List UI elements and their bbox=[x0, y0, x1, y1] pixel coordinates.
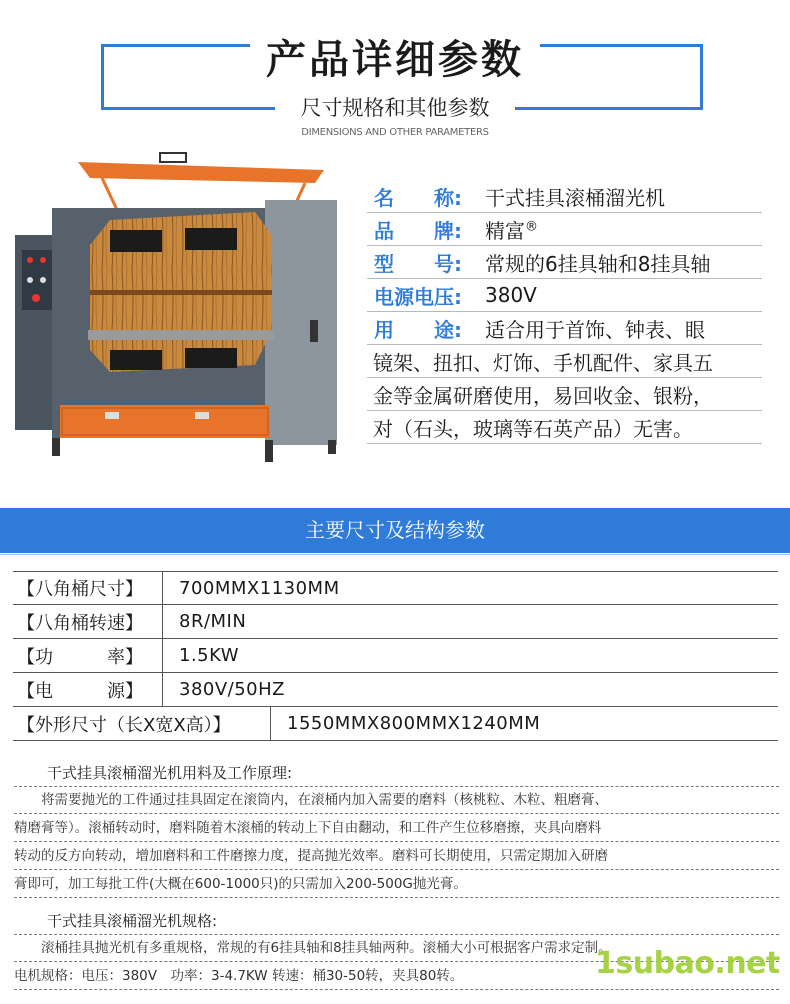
param-key: 【电 源】 bbox=[13, 673, 163, 706]
principle-line: 膏即可，加工每批工件(大概在600-1000只)的只需加入200-500G抛光膏。 bbox=[14, 870, 779, 898]
spec-line: 滚桶挂具抛光机有多重规格，常规的有6挂具轴和8挂具轴两种。滚桶大小可根据客户需求定制。 bbox=[14, 934, 779, 962]
params-table bbox=[13, 571, 778, 741]
param-value: 1.5KW bbox=[179, 645, 240, 666]
registered-mark: ® bbox=[525, 218, 538, 234]
param-value: 8R/MIN bbox=[179, 611, 247, 632]
info-continuation: 镜架、扭扣、灯饰、手机配件、家具五 bbox=[367, 345, 762, 378]
table-row bbox=[13, 571, 778, 605]
info-row bbox=[367, 213, 762, 246]
info-continuation: 对（石头，玻璃等石英产品）无害。 bbox=[367, 411, 762, 444]
principle-line: 将需要抛光的工件通过挂具固定在滚筒内，在滚桶内加入需要的磨料（核桃粒、木粒、粗磨膏、 bbox=[14, 786, 779, 814]
info-key: 电源电压: bbox=[374, 284, 462, 309]
param-key: 【功 率】 bbox=[13, 639, 163, 672]
info-row bbox=[367, 312, 762, 345]
page-subtitle-en: DIMENSIONS AND OTHER PARAMETERS bbox=[301, 127, 489, 138]
param-key: 【外形尺寸（长X宽X高）】 bbox=[13, 707, 271, 740]
principle-heading: 干式挂具滚桶溜光机用料及工作原理: bbox=[47, 764, 293, 782]
page-title: 产品详细参数 bbox=[266, 37, 524, 83]
info-value: 常规的6挂具轴和8挂具轴 bbox=[485, 251, 711, 276]
machine-image bbox=[10, 150, 345, 465]
table-row bbox=[13, 707, 778, 741]
param-value: 700MMX1130MM bbox=[179, 577, 340, 599]
table-row bbox=[13, 639, 778, 673]
info-key: 用 途: bbox=[374, 317, 462, 342]
info-value: 干式挂具滚桶溜光机 bbox=[485, 185, 665, 210]
table-row bbox=[13, 605, 778, 639]
info-key: 品 牌: bbox=[374, 218, 462, 243]
watermark: 1subao.net bbox=[595, 946, 780, 981]
brand-name: 精富 bbox=[485, 218, 525, 243]
info-row bbox=[367, 246, 762, 279]
param-key: 【八角桶尺寸】 bbox=[13, 572, 163, 604]
principle-line: 转动的反方向转动，增加磨料和工件磨擦力度，提高抛光效率。磨料可长期使用，只需定期加入研磨 bbox=[14, 842, 779, 870]
principle-line: 精磨膏等）。滚桶转动时，磨料随着木滚桶的转动上下自由翻动，和工件产生位移磨擦，夹具向磨料 bbox=[14, 814, 779, 842]
info-value: 380V bbox=[485, 283, 537, 307]
spec-line: 电机规格：电压：380V 功率：3-4.7KW 转速：桶30-50转，夹具80转。 bbox=[14, 962, 779, 990]
section-title-bar: 主要尺寸及结构参数 bbox=[0, 508, 790, 553]
info-value: 适合用于首饰、钟表、眼 bbox=[485, 317, 705, 342]
info-row bbox=[367, 180, 762, 213]
info-key: 型 号: bbox=[374, 251, 462, 276]
info-key: 名 称: bbox=[374, 185, 462, 210]
param-value: 1550MMX800MMX1240MM bbox=[287, 713, 541, 734]
info-continuation: 金等金属研磨使用，易回收金、银粉， bbox=[367, 378, 762, 411]
info-row bbox=[367, 279, 762, 312]
product-info-table bbox=[367, 180, 762, 444]
info-value bbox=[485, 215, 538, 244]
page-subtitle: 尺寸规格和其他参数 bbox=[300, 96, 490, 120]
param-value: 380V/50HZ bbox=[179, 679, 286, 700]
param-key: 【八角桶转速】 bbox=[13, 605, 163, 638]
table-row bbox=[13, 673, 778, 707]
spec-heading: 干式挂具滚桶溜光机规格: bbox=[47, 912, 218, 930]
